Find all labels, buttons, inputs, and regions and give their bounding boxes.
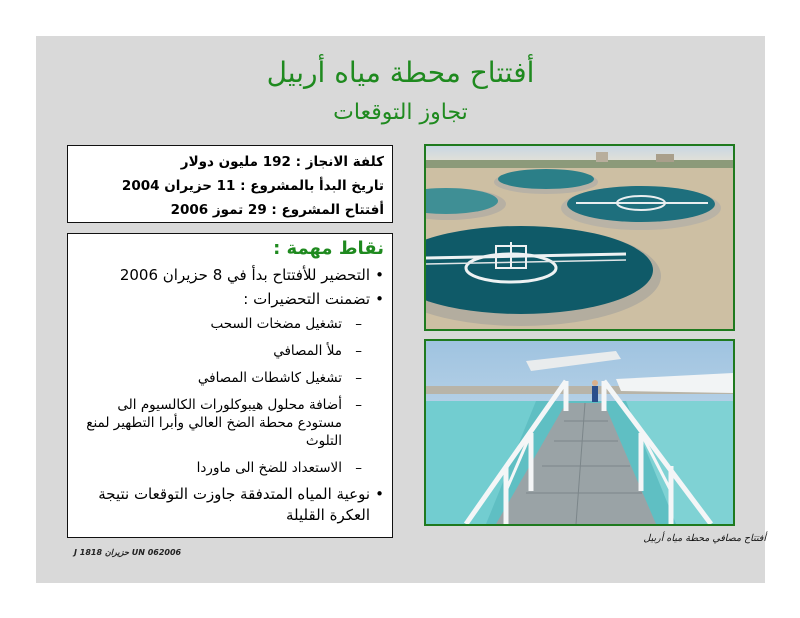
sub-text: أضافة محلول هيبوكلورات الكالسيوم الى مستودع محطة الضخ العالي وأبرا التطهير لمنع التلوث bbox=[86, 397, 342, 449]
page-title: أفتتاح محطة مياه أربيل bbox=[266, 56, 535, 89]
bullet-item bbox=[76, 289, 384, 310]
sub-marker: – bbox=[355, 316, 362, 332]
info-start-date: تاريخ البدأ بالمشروع : 11 حزيران 2004 bbox=[121, 178, 384, 194]
bullet-text: تضمنت التحضيرات : bbox=[243, 290, 370, 308]
sub-text: ملأ المصافي bbox=[273, 343, 342, 359]
bullet-marker: • bbox=[375, 266, 384, 284]
sub-marker: – bbox=[355, 397, 362, 413]
sub-text: تشغيل مضخات السحب bbox=[210, 316, 342, 332]
walkway-bridge-photo bbox=[424, 339, 735, 526]
bullet-item bbox=[76, 265, 384, 286]
clarifier-tanks-photo bbox=[424, 144, 735, 331]
sub-text: تشغيل كاشطات المصافي bbox=[197, 370, 342, 386]
sub-text: الاستعداد للضخ الى ماوردا bbox=[196, 460, 342, 476]
bullet-item bbox=[76, 484, 384, 526]
sub-marker: – bbox=[355, 343, 362, 359]
sub-item bbox=[76, 369, 384, 387]
sub-marker: – bbox=[355, 370, 362, 386]
sub-marker: – bbox=[355, 460, 362, 476]
bullet-marker: • bbox=[375, 290, 384, 308]
sub-item bbox=[76, 459, 384, 477]
page-subtitle: تجاوز التوقعات bbox=[333, 100, 468, 125]
info-cost: كلفة الانجاز : 192 مليون دولار bbox=[180, 154, 384, 170]
footer-reference: UN 062006 حزيران 1818 J bbox=[74, 548, 182, 557]
project-info-box bbox=[67, 145, 393, 223]
key-points-heading: نقاط مهمة : bbox=[273, 238, 384, 259]
sub-item bbox=[76, 396, 384, 450]
key-points-box bbox=[67, 233, 393, 538]
info-opening-date: أفتتاح المشروع : 29 تموز 2006 bbox=[170, 202, 384, 218]
bullet-text: التحضير للأفتتاح بدأ في 8 حزيران 2006 bbox=[119, 266, 370, 284]
bullet-text: نوعية المياه المتدفقة جاوزت التوقعات نتيجة العكرة القليلة bbox=[98, 485, 370, 524]
slide bbox=[36, 36, 765, 583]
bullet-marker: • bbox=[375, 485, 384, 503]
sub-item bbox=[76, 342, 384, 360]
sub-item bbox=[76, 315, 384, 333]
photo-caption: أفتتاح مصافي محطة مياه أربيل bbox=[643, 533, 766, 544]
